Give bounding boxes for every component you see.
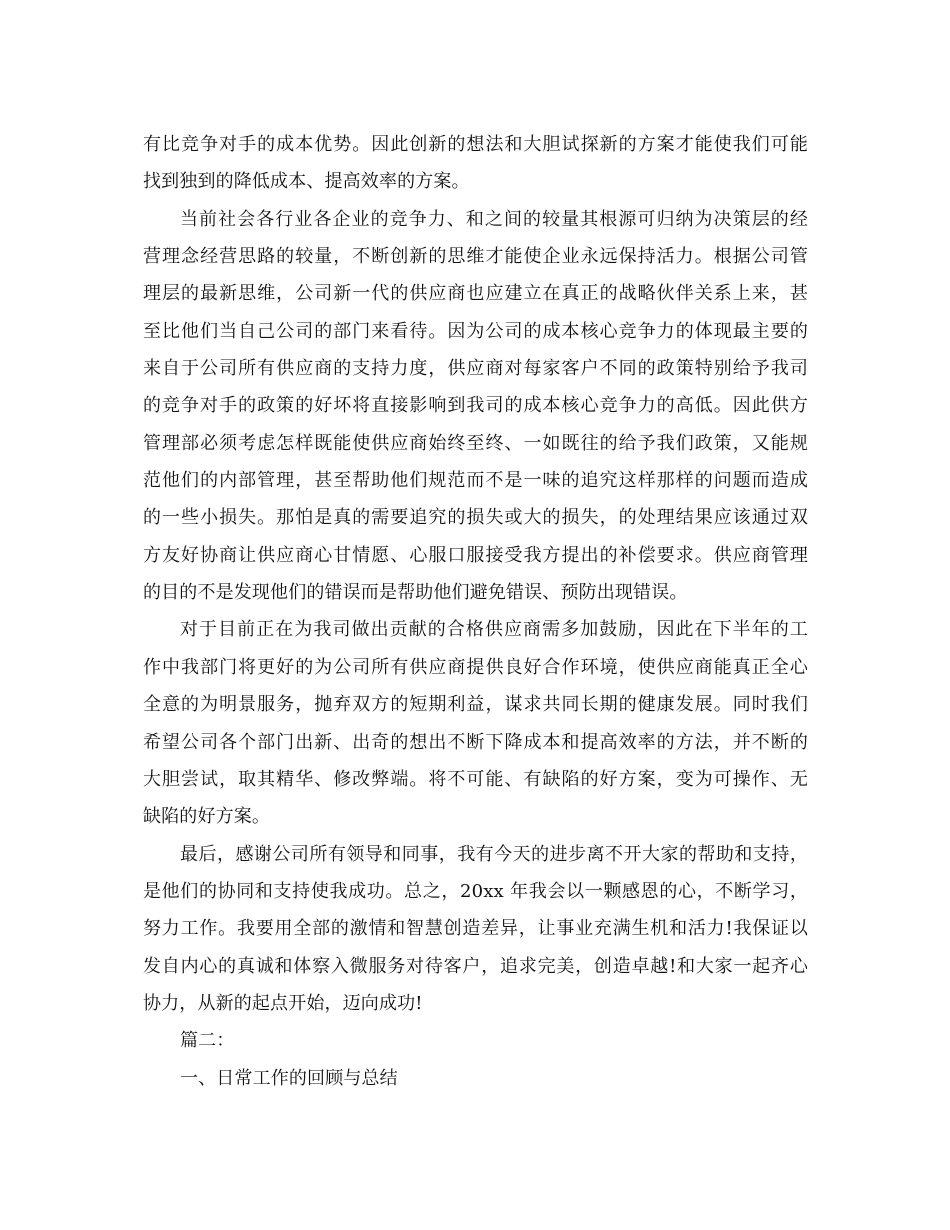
text-line: 发自内心的真诚和体察入微服务对待客户，追求完美，创造卓越!和大家一起齐心: [143, 955, 808, 977]
text-line: 范他们的内部管理，甚至帮助他们规范而不是一味的追究这样那样的问题而造成: [143, 470, 808, 492]
text-line: 的竞争对手的政策的好坏将直接影响到我司的成本核心竞争力的高低。因此供方: [143, 395, 808, 417]
text-line: 营理念经营思路的较量，不断创新的思维才能使企业永远保持活力。根据公司管: [143, 246, 808, 268]
text-line: 理层的最新思维，公司新一代的供应商也应建立在真正的战略伙伴关系上来，甚: [143, 283, 808, 305]
text-line: 缺陷的好方案。: [143, 806, 271, 828]
text-line: 管理部必须考虑怎样既能使供应商始终至终、一如既往的给予我们政策，又能规: [143, 432, 808, 454]
text-line: 大胆尝试，取其精华、修改弊端。将不可能、有缺陷的好方案，变为可操作、无: [143, 768, 808, 790]
text-line: 全意的为明景服务，抛弃双方的短期利益，谋求共同长期的健康发展。同时我们: [143, 694, 808, 716]
paragraph-first-line: 对于目前正在为我司做出贡献的合格供应商需多加鼓励，因此在下半年的工: [180, 619, 808, 641]
document-body: [143, 126, 808, 1097]
paragraph-first-line: 篇二：: [180, 1030, 235, 1052]
text-line: 作中我部门将更好的为公司所有供应商提供良好合作环境，使供应商能真正全心: [143, 656, 808, 678]
paragraph-first-line: 一、日常工作的回顾与总结: [180, 1067, 398, 1089]
text-line: 是他们的协同和支持使我成功。总之，20xx 年我会以一颗感恩的心，不断学习，: [143, 880, 808, 902]
text-line: 的一些小损失。那怕是真的需要追究的损失或大的损失，的处理结果应该通过双: [143, 507, 808, 529]
paragraph-first-line: 当前社会各行业各企业的竞争力、和之间的较量其根源可归纳为决策层的经: [180, 208, 808, 230]
paragraph-first-line: 最后，感谢公司所有领导和同事，我有今天的进步离不开大家的帮助和支持，: [180, 843, 808, 865]
text-line: 的目的不是发现他们的错误而是帮助他们避免错误、预防出现错误。: [143, 582, 688, 604]
text-line: 找到独到的降低成本、提高效率的方案。: [143, 171, 470, 193]
text-line: 希望公司各个部门出新、出奇的想出不断下降成本和提高效率的方法，并不断的: [143, 731, 808, 753]
text-line: 协力，从新的起点开始，迈向成功!: [143, 992, 423, 1014]
text-line: 努力工作。我要用全部的激情和智慧创造差异，让事业充满生机和活力!我保证以: [143, 918, 808, 940]
text-line: 方友好协商让供应商心甘情愿、心服口服接受我方提出的补偿要求。供应商管理: [143, 544, 808, 566]
text-line: 至比他们当自己公司的部门来看待。因为公司的成本核心竞争力的体现最主要的: [143, 320, 808, 342]
text-line: 有比竞争对手的成本优势。因此创新的想法和大胆试探新的方案才能使我们可能: [143, 134, 808, 155]
text-line: 来自于公司所有供应商的支持力度，供应商对每家客户不同的政策特别给予我司: [143, 358, 808, 380]
